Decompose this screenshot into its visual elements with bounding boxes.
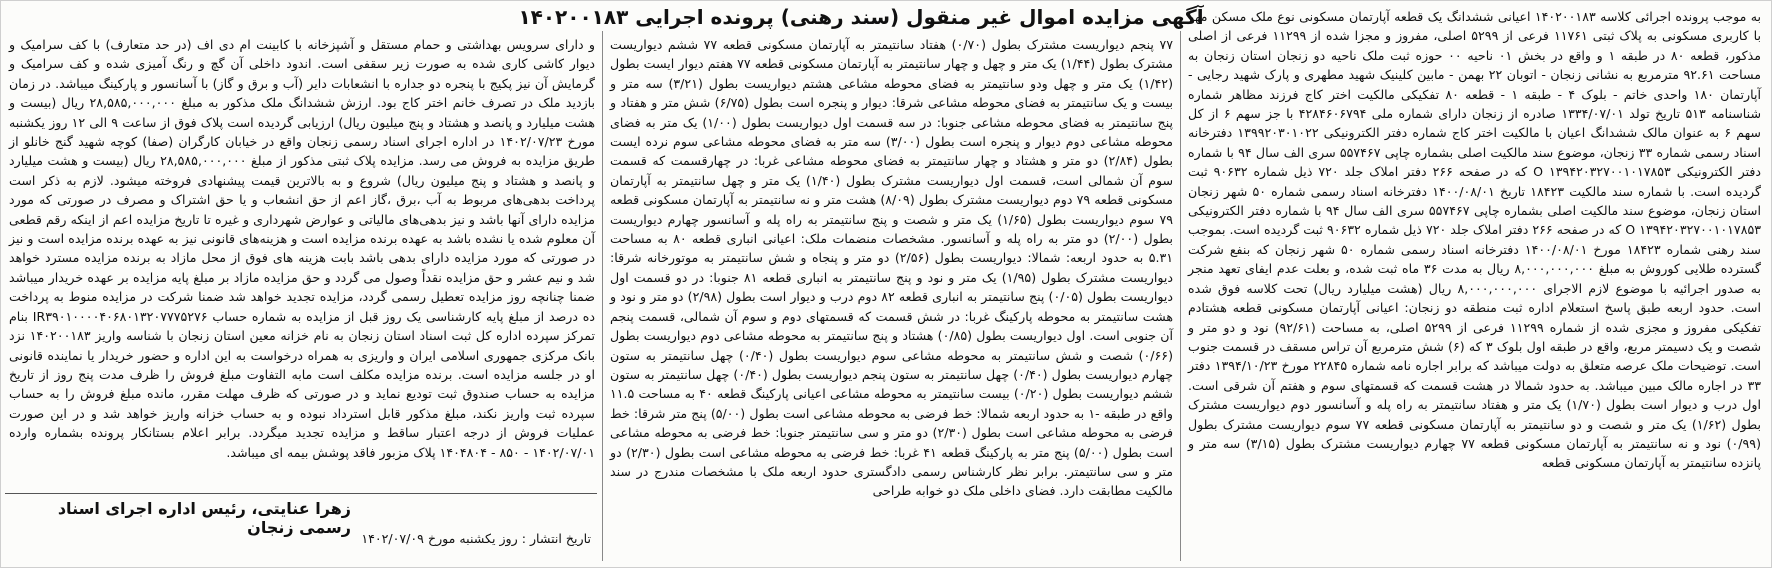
signature-line: زهرا عنایتی، رئیس اداره اجرای اسناد رسمی زنجان	[57, 499, 351, 537]
column-separator	[602, 31, 603, 561]
publish-date: تاریخ انتشار : روز یکشنبه مورخ ۱۴۰۲/۰۷/۰۹	[361, 531, 591, 546]
footer-divider	[5, 493, 597, 494]
notice-paragraph: ۷۷ پنجم دیواریست مشترک بطول (۰/۷۰) هفتاد سانتیمتر به آپارتمان مسکونی قطعه ۷۷ ششم دیواریست مشترک بطول (۱/۴۴) یک متر و چهل و چهار سانتیمتر به آپارتمان مسکونی قطعه ۷۷ هفتم دیوار ایست بطول (۱/۴۲) یک متر و چهل ودو سانتیمتر به فضای محوطه مشاعی هشتم دیواریست بطول (۳/۲۱) سه متر و بیست و یک سانتیمتر به فضای محوطه مشاعی شرقا: دیوار و پنجره است بطول (۶/۷۵) شش متر و هفتاد و پنج سانتیمتر به فضای محوطه مشاعی جنوبا: در سه قسمت اول دیواریست بطول (۱/۰۰) یک متر به فضای محوطه مشاعی دوم دیوار و پنجره است بطول (۳/۰۰) سه متر به فضای محوطه مشاعی سوم نرده ایست بطول (۲/۸۴) دو متر و هشتاد و چهار سانتیمتر به فضای محوطه مشاعی غربا: در چهارقسمت که قسمت سوم آن شمالی است، قسمت اول دیواریست مشترک بطول (۱/۴۰) یک متر و چهل سانتیمتر به آپارتمان مسکونی قطعه ۷۹ دوم دیواریست مشترک بطول (۸/۰۹) هشت متر و نه سانتیمتر به آپارتمان مسکونی قطعه ۷۹ سوم دیواریست بطول (۱/۶۵) یک متر و شصت و پنج سانتیمتر به راه پله و آسانسور چهارم دیواریست بطول (۲/۰۰) دو متر به راه پله و آسانسور. مشخصات منضمات ملک: اعیانی انباری قطعه ۸۰ به مساحت ۵.۳۱ به حدود اربعه: شمالا: دیواریست بطول (۲/۵۶) دو متر و پنجاه و شش سانتیمتر به موتورخانه شرقا: دیواریست مشترک بطول (۱/۹۵) یک متر و نود و پنج سانتیمتر به انباری قطعه ۸۱ جنوبا: در دو قسمت اول دیواریست بطول (۰/۰۵) پنج سانتیمتر به انباری قطعه ۸۲ دوم درب و دیوار است بطول (۲/۹۸) دو متر و نود و هشت سانتیمتر به محوطه پارکینگ غربا: در شش قسمت که قسمتهای دوم و سوم آن شمالی، قسمت پنجم آن جنوبی است. اول دیواریست بطول (۰/۸۵) هشتاد و پنج سانتیمتر به محوطه مشاعی دوم دیواریست بطول (۰/۶۶) شصت و شش سانتیمتر به محوطه مشاعی سوم دیواریست بطول (۰/۴۰) چهل سانتیمتر به ستون چهارم دیواریست بطول (۰/۴۰) چهل سانتیمتر به ستون پنجم دیواریست بطول (۰/۴۰) چهل سانتیمتر به ستون ششم دیواریست بطول (۰/۲۰) بیست سانتیمتر به محوطه مشاعی اعیانی پارکینگ قطعه ۴۰ به مساحت ۱۱.۵ واقع در طبقه -۱ به حدود اربعه شمالا: خط فرضی به محوطه مشاعی است بطول (۵/۰۰) پنج متر شرقا: خط فرضی به محوطه مشاعی است بطول (۲/۳۰) دو متر و سی سانتیمتر جنوبا: خط فرضی به محوطه مشاعی است بطول (۵/۰۰) پنج متر به پارکینگ قطعه ۴۱ غربا: خط فرضی به محوطه مشاعی است بطول (۲/۳۰) دو متر و سی سانتیمتر. برابر نظر کارشناس رسمی دادگستری حدود اربعه ملک با مشخصات مندرج در سند مالکیت مطابقت دارد. فضای داخلی ملک دو خوابه طراحی	[610, 37, 1174, 499]
notice-title: آگهی مزایده اموال غیر منقول (سند رهنی) پرونده اجرایی ۱۴۰۲۰۰۱۸۳	[518, 5, 1204, 29]
notice-column-right	[1182, 7, 1767, 563]
notice-paragraph: و دارای سرویس بهداشتی و حمام مستقل و آشپزخانه با کابینت ام دی اف (در حد متعارف) با کف سرامیک و دیوار کاشی کاری شده به صورت زیر سقفی است. اندود داخلی آن گچ و رنگ آمیزی شده و کف سرامیک و گرمایش آن نیز پکیج با پنجره دو جداره با انشعابات دایر (آب و برق و گاز) با آسانسور و پارکینگ میباشد. در زمان بازدید ملک در تصرف خانم اختر کاج بود. ارزش ششدانگ ملک مذکور به مبلغ ۲۸,۵۸۵,۰۰۰,۰۰۰ ریال (بیست و هشت میلیارد و پانصد و هشتاد و پنج میلیون ریال) ارزیابی گردیده است پلاک فوق از ساعت ۹ الی ۱۲ روز یکشنبه مورخ ۱۴۰۲/۰۷/۲۳ در اداره اجرای اسناد رسمی زنجان واقع در خیابان کارگران (صفا) کوچه شهید گنج خانلو از طریق مزایده به فروش می رسد. مزایده پلاک ثبتی مذکور از مبلغ ۲۸,۵۸۵,۰۰۰,۰۰۰ ریال (بیست و هشت میلیارد و پانصد و هشتاد و پنج میلیون ریال) شروع و به بالاترین قیمت پیشنهادی فروخته میشود. لازم به ذکر است پرداخت بدهی‌های مربوط به آب ،برق ،گاز اعم از حق انشعاب و یا حق اشتراک و مصرف در صورتی که مورد مزایده دارای آنها باشد و نیز بدهی‌های مالیاتی و عوارض شهرداری و غیره تا تاریخ مزایده اعم از اینکه رقم قطعی آن معلوم شده یا نشده باشد به عهده برنده مزایده است و هزینه‌های قانونی نیز به عهده برنده مزایده است و نیز در صورتی که مورد مزایده دارای بدهی باشد بابت هزینه های فوق از محل مازاد به برنده مزایده مسترد خواهد شد و نیم عشر و حق مزایده نقداً وصول می گردد و حق مزایده مازاد بر مبلغ پایه مزایده بر عهده خریدار میباشد ضمنا چنانچه روز مزایده تعطیل رسمی گردد، مزایده تجدید خواهد شد ضمنا شرکت در مزایده منوط به پرداخت ده درصد از مبلغ پایه کارشناسی یک روز قبل از مزایده به شماره حساب IR۳۹۰۱۰۰۰۰۴۰۶۸۰۱۳۲۰۷۷۷۵۲۷۶ بنام تمرکز سپرده اداره کل ثبت اسناد استان زنجان به نام خزانه معین استان زنجان با شناسه واریز ۱۴۰۲۰۰۱۸۳ نزد بانک مرکزی جمهوری اسلامی ایران و واریزی به همراه درخواست به این اداره و حضور خریدار یا نماینده قانونی او در جلسه مزایده است. برنده مزایده مکلف است مابه التفاوت مبلغ فروش را ظرف مدت پنج روز از تاریخ مزایده به حساب صندوق ثبت تودیع نماید و در صورتی که ظرف مهلت مقرر، مانده مبلغ فروش را به حساب سپرده ثبت واریز نکند، مبلغ مذکور قابل استرداد نبوده و به حساب خزانه واریز خواهد شد و در این صورت عملیات فروش از درجه اعتبار ساقط و مزایده تجدید میگردد. برابر اعلام بستانکار پرونده بشماره وارده ۱۴۰۲/۰۷/۰۱ - ۸۵۰ - ۱۴۰۴۸۰۴ پلاک مزبور فاقد پوشش بیمه ای میباشد.	[9, 37, 595, 460]
notice-paragraph: به موجب پرونده اجرائی کلاسه ۱۴۰۲۰۰۱۸۳ اعیانی ششدانگ یک قطعه آپارتمان مسکونی نوع ملک مسکن مهر با کاربری مسکونی به پلاک ثبتی ۱۱۷۶۱ فرعی از ۵۲۹۹ اصلی، مفروز و مجزا شده از ۱۱۲۹۹ فرعی از اصلی مذکور، قطعه ۸۰ در طبقه ۱ و واقع در بخش ۰۱ ناحیه ۰۰ حوزه ثبت ملک ناحیه دو زنجان استان زنجان به مساحت ۹۲.۶۱ مترمربع به نشانی زنجان - اتوبان ۲۲ بهمن - مابین کلینیک شهید مطهری و پارک شهید رجایی - آپارتمان ۱۸۰ واحدی خاتم - بلوک ۴ - طبقه ۱ - قطعه ۸۰ تفکیکی مالکیت اختر کاج فرزند مظاهر شماره شناسنامه ۵۱۳ تاریخ تولد ۱۳۳۴/۰۷/۰۱ صادره از زنجان دارای شماره ملی ۴۲۸۴۶۰۶۷۹۴ با جز سهم ۶ از کل سهم ۶ به عنوان مالک ششدانگ اعیان با مالکیت اختر کاج شماره دفتر الکترونیکی ۱۳۹۹۲۰۳۰۱۰۲۲ دفترخانه اسناد رسمی شماره ۳۳ زنجان، موضوع سند مالکیت اصلی بشماره چاپی ۵۵۷۴۶۷ سری الف سال ۹۴ با شماره دفتر الکترونیکی ۱۳۹۴۲۰۳۲۷۰۰۱۰۱۷۸۵۳ O که در صفحه ۲۶۶ دفتر املاک جلد ۷۲۰ ذیل شماره ۹۰۶۳۲ ثبت گردیده است. با شماره سند مالکیت ۱۸۴۲۳ تاریخ ۱۴۰۰/۰۸/۰۱ دفترخانه اسناد رسمی شماره ۵۰ شهر زنجان استان زنجان، موضوع سند مالکیت اصلی بشماره چاپی ۵۵۷۴۶۷ سری الف سال ۹۴ با شماره دفتر الکترونیکی ۱۳۹۴۲۰۳۲۷۰۰۱۰۱۷۸۵۳ O که در صفحه ۲۶۶ دفتر املاک جلد ۷۲۰ ذیل شماره ۹۰۶۳۲ ثبت گردیده است. بموجب سند رهنی شماره ۱۸۴۲۳ مورخ ۱۴۰۰/۰۸/۰۱ دفترخانه اسناد رسمی شماره ۵۰ شهر زنجان که بنفع شرکت گسترده طلایی کوروش به مبلغ ۸,۰۰۰,۰۰۰,۰۰۰ ریال به مدت ۳۶ ماه ثبت شده، و بعلت عدم ایفای تعهد منجر به صدور اجرائیه با موضوع لازم الاجرای ۸,۰۰۰,۰۰۰,۰۰۰ ریال (هشت میلیارد ریال) تحت کلاسه فوق شده است. حدود اربعه طبق پاسخ استعلام اداره ثبت منطقه دو زنجان: اعیانی آپارتمان مسکونی قطعه هشتادم تفکیکی مفروز و مجزی شده از شماره ۱۱۲۹۹ فرعی از ۵۲۹۹ اصلی، به مساحت (۹۲/۶۱) نود و دو متر و شصت و یک دسیمتر مربع، واقع در طبقه اول بلوک ۳ که (۶) شش مترمربع آن تراس مسقف در قسمت جنوب است. توضیحات ملک عرصه متعلق به دولت میباشد که برابر اجاره نامه شماره ۲۲۸۴۵ مورخ ۱۳۹۴/۱۰/۲۳ دفتر ۳۳ در اجاره مالک مبین میباشد. به حدود شمالا در هشت قسمت که قسمتهای سوم و هفتم آن شرقی است. اول درب و دیوار است بطول (۱/۷۰) یک متر و هفتاد سانتیمتر به راه پله و آسانسور دوم دیواریست مشترک بطول (۱/۶۲) یک متر و شصت و دو سانتیمتر به آپارتمان مسکونی قطعه ۷۷ سوم دیواریست مشترک بطول (۰/۹۹) نود و نه سانتیمتر به آپارتمان مسکونی قطعه ۷۷ چهارم دیواریست مشترک بطول (۳/۱۵) سه متر و پانزده سانتیمتر به آپارتمان مسکونی قطعه	[1188, 9, 1762, 471]
notice-column-left	[3, 35, 601, 490]
notice-column-middle	[604, 35, 1179, 563]
column-separator	[1180, 31, 1181, 561]
